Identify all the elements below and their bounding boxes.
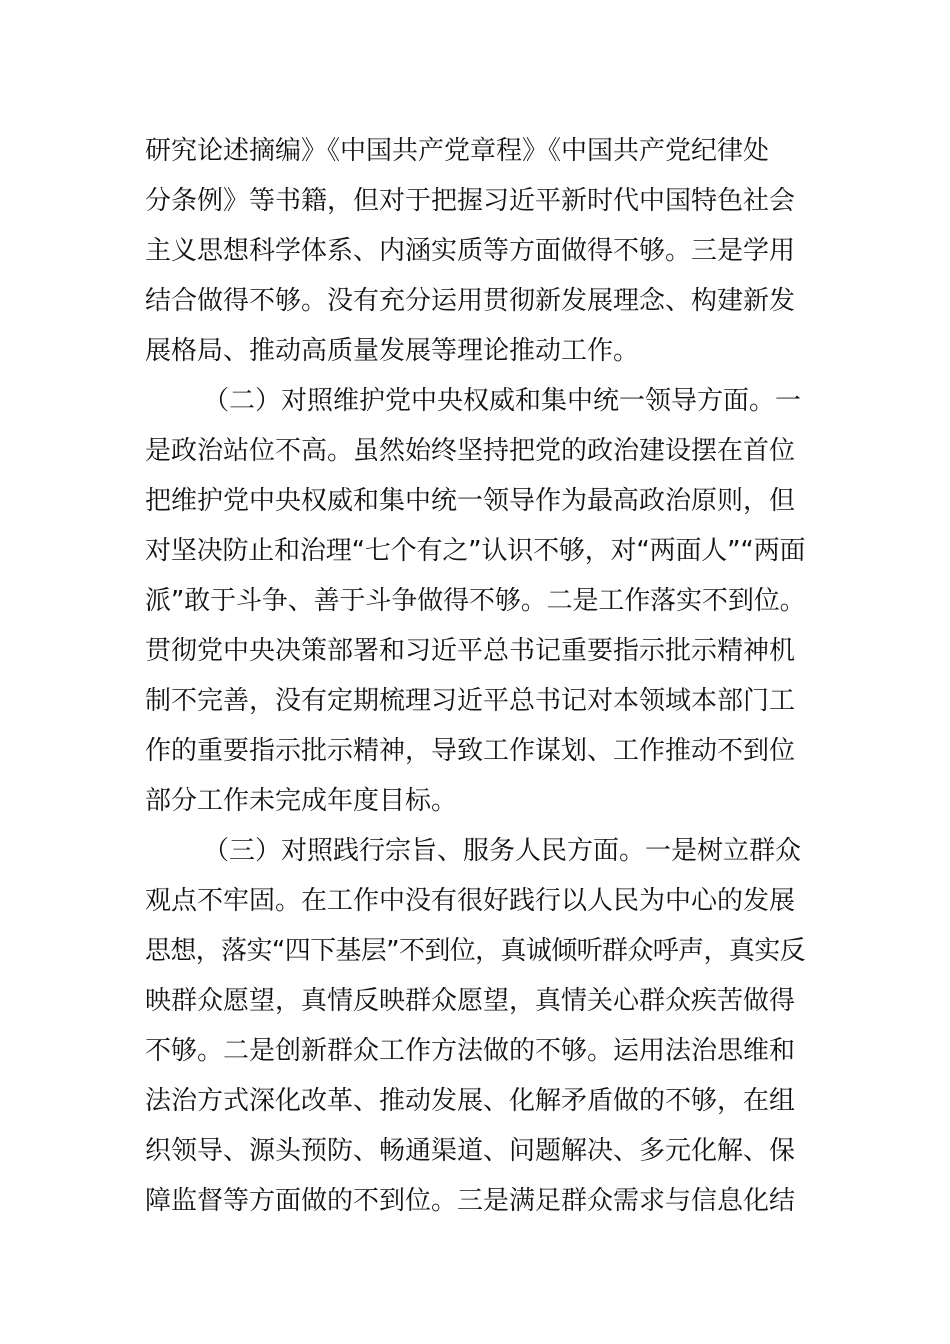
text-line: 部分工作未完成年度目标。 — [145, 786, 458, 816]
text-line: 观点不牢固。在工作中没有很好践行以人民为中心的发展 — [145, 886, 796, 916]
text-line: 法治方式深化改革、推动发展、化解矛盾做的不够，在组 — [145, 1086, 796, 1116]
text-line: 贯彻党中央决策部署和习近平总书记重要指示批示精神机 — [145, 636, 796, 666]
text-line: 不够。二是创新群众工作方法做的不够。运用法治思维和 — [145, 1036, 796, 1066]
text-line: 思想，落实“四下基层”不到位，真诚倾听群众呼声，真实反 — [145, 936, 805, 966]
text-line: 对坚决防止和治理“七个有之”认识不够，对“两面人”“两面 — [145, 536, 805, 566]
text-line: 展格局、推动高质量发展等理论推动工作。 — [145, 336, 640, 366]
text-line: 分条例》等书籍，但对于把握习近平新时代中国特色社会 — [145, 186, 796, 216]
text-line: 主义思想科学体系、内涵实质等方面做得不够。三是学用 — [145, 236, 796, 266]
text-line: 制不完善，没有定期梳理习近平总书记对本领域本部门工 — [145, 686, 796, 716]
section-heading-line: （二）对照维护党中央权威和集中统一领导方面。一 — [203, 386, 802, 416]
text-line: 派”敢于斗争、善于斗争做得不够。二是工作落实不到位。 — [145, 586, 805, 616]
text-line: 结合做得不够。没有充分运用贯彻新发展理念、构建新发 — [145, 286, 796, 316]
text-line: 织领导、源头预防、畅通渠道、问题解决、多元化解、保 — [145, 1136, 796, 1166]
text-line: 是政治站位不高。虽然始终坚持把党的政治建设摆在首位 — [145, 436, 796, 466]
text-line: 障监督等方面做的不到位。三是满足群众需求与信息化结 — [145, 1186, 796, 1216]
section-heading-line: （三）对照践行宗旨、服务人民方面。一是树立群众 — [203, 836, 802, 866]
text-line: 研究论述摘编》《中国共产党章程》《中国共产党纪律处 — [145, 136, 770, 166]
text-line: 把维护党中央权威和集中统一领导作为最高政治原则，但 — [145, 486, 796, 516]
text-line: 作的重要指示批示精神，导致工作谋划、工作推动不到位 — [145, 736, 796, 766]
text-line: 映群众愿望，真情反映群众愿望，真情关心群众疾苦做得 — [145, 986, 796, 1016]
